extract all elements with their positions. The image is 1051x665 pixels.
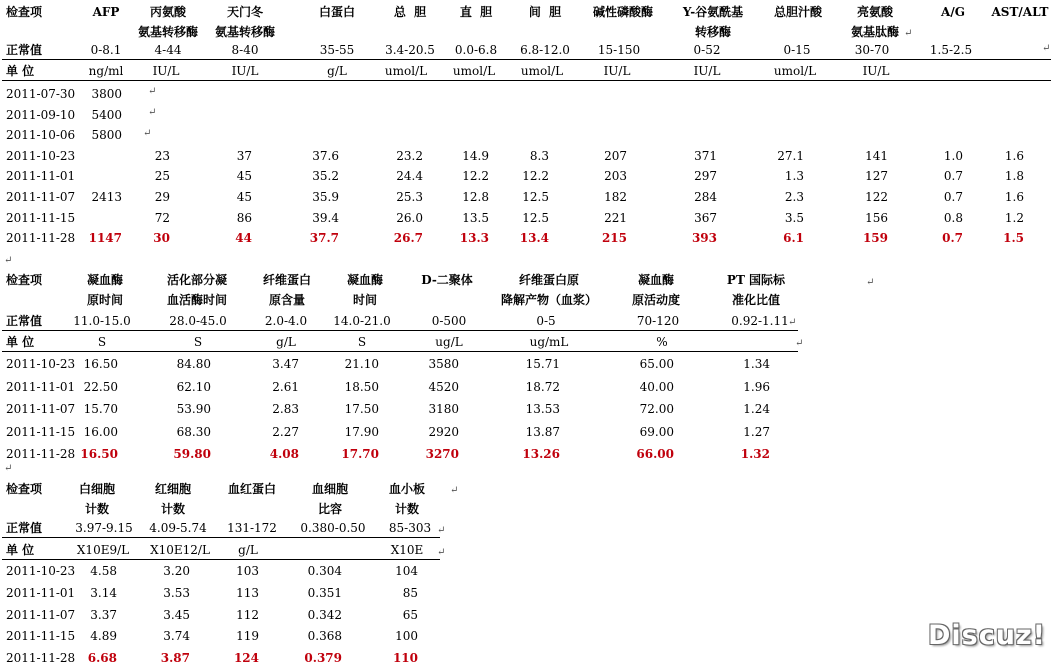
paragraph-mark-icon: ↵ xyxy=(866,277,875,288)
table2-row-0-cell-0: 2011-10-23 xyxy=(6,357,76,371)
paragraph-mark-icon: ↵ xyxy=(437,525,446,536)
table3-header-2: 红细胞 计数 xyxy=(154,482,191,516)
table1-unit-5: umol/L xyxy=(384,64,428,78)
table1-row-7-cell-0: 2011-11-28 xyxy=(6,231,76,246)
table3-row-2-cell-0: 2011-11-07 xyxy=(6,607,76,622)
table2-row-0-cell-2: 84.80 xyxy=(176,357,211,371)
table2-row-4-cell-7: 66.00 xyxy=(636,447,674,461)
table2-header-3: 纤维蛋白 原含量 xyxy=(262,273,311,307)
table1-unit-9: IU/L xyxy=(693,64,721,78)
table1-row-7-cell-11: 159 xyxy=(862,231,888,246)
table3-row-4-cell-5: 110 xyxy=(392,651,418,665)
table1-row-1-cell-0: 2011-09-10 xyxy=(6,107,76,122)
table1-row-5-cell-1: 2413 xyxy=(91,190,122,204)
table1-row-6-cell-2: 72 xyxy=(154,210,170,225)
table1-row-6-cell-9: 367 xyxy=(694,210,717,225)
table1-row-6-cell-12: 0.8 xyxy=(943,210,963,225)
table3-row-1-cell-1: 3.14 xyxy=(90,585,117,600)
table1-header-11: 亮氨酸 氨基肽酶 xyxy=(850,5,899,39)
table3-header-0: 检查项 xyxy=(6,482,43,496)
table1-rule-unit xyxy=(2,80,1051,81)
paragraph-mark-icon: ↵ xyxy=(148,86,157,97)
table2-row-1-cell-5: 4520 xyxy=(428,379,459,394)
table1-row-5-cell-8: 182 xyxy=(604,190,627,204)
table3-row-2-cell-1: 3.37 xyxy=(90,607,117,622)
table1-row-3-cell-3: 37 xyxy=(236,148,252,163)
table1-row-5-cell-4: 35.9 xyxy=(312,190,339,204)
table2-row-3-cell-5: 2920 xyxy=(428,424,459,439)
table1-row-5-cell-11: 122 xyxy=(865,190,888,204)
table2-normal-1: 11.0-15.0 xyxy=(73,314,131,328)
table3-unit-2: X10E12/L xyxy=(150,543,210,557)
table1-row-5-cell-3: 45 xyxy=(236,190,252,204)
table2-row-3-cell-8: 1.27 xyxy=(743,424,770,439)
table2-row-3-cell-7: 69.00 xyxy=(639,424,674,439)
table2-row-4-cell-4: 17.70 xyxy=(341,447,379,461)
table1-normal-11: 30-70 xyxy=(854,43,890,57)
table2-row-2-cell-3: 2.83 xyxy=(272,402,299,416)
table2-row-2-cell-5: 3180 xyxy=(428,402,459,416)
table1-normal-3: 8-40 xyxy=(231,43,259,57)
table1-unit-1: ng/ml xyxy=(88,64,124,78)
table2-row-4-cell-2: 59.80 xyxy=(173,447,211,461)
paragraph-mark-icon: ↵ xyxy=(795,338,804,349)
table1-header-0: 检查项 xyxy=(6,5,43,19)
table1-row-6-cell-8: 221 xyxy=(604,210,627,225)
table2-row-3-cell-0: 2011-11-15 xyxy=(6,424,76,439)
table3-row-3-cell-1: 4.89 xyxy=(90,629,117,644)
table2-row-0-cell-1: 16.50 xyxy=(83,357,118,371)
table1-unit-0: 单 位 xyxy=(6,64,35,78)
table1-row-3-cell-12: 1.0 xyxy=(943,148,963,163)
table1-row-6-cell-13: 1.2 xyxy=(1004,210,1024,225)
table1-row-7-cell-9: 393 xyxy=(691,231,717,246)
table2-row-3-cell-4: 17.90 xyxy=(344,424,379,439)
table2-normal-3: 2.0-4.0 xyxy=(264,314,308,328)
table3-row-2-cell-5: 65 xyxy=(402,607,418,622)
table2-unit-1: S xyxy=(97,335,107,349)
table1-unit-11: IU/L xyxy=(862,64,890,78)
table2-header-0: 检查项 xyxy=(6,273,43,287)
table2-rule-unit xyxy=(2,351,798,352)
table2-row-1-cell-8: 1.96 xyxy=(743,379,770,394)
table1-row-3-cell-11: 141 xyxy=(865,148,888,163)
table1-row-4-cell-2: 25 xyxy=(154,169,170,184)
table3-normal-0: 正常值 xyxy=(6,521,43,535)
table1-normal-10: 0-15 xyxy=(783,43,811,57)
table1-row-3-cell-10: 27.1 xyxy=(777,148,804,163)
table3-row-0-cell-1: 4.58 xyxy=(90,564,117,578)
table2-row-3-cell-6: 13.87 xyxy=(525,424,560,439)
table1-unit-7: umol/L xyxy=(520,64,564,78)
table3-row-0-cell-2: 3.20 xyxy=(163,564,190,578)
table3-unit-0: 单 位 xyxy=(6,543,35,557)
table2-row-3-cell-2: 68.30 xyxy=(176,424,211,439)
paragraph-mark-icon: ↵ xyxy=(1042,43,1051,54)
table3-unit-5: X10E xyxy=(390,543,424,557)
table2-row-1-cell-6: 18.72 xyxy=(525,379,560,394)
table1-row-3-cell-4: 37.6 xyxy=(312,148,339,163)
paragraph-mark-icon: ↵ xyxy=(4,255,13,266)
table2-header-1: 凝血酶 原时间 xyxy=(86,273,123,307)
table2-row-0-cell-4: 21.10 xyxy=(344,357,379,371)
table1-row-7-cell-13: 1.5 xyxy=(1003,231,1024,246)
table3-header-4: 血细胞 比容 xyxy=(311,482,348,516)
table1-row-4-cell-12: 0.7 xyxy=(943,169,963,184)
table1-row-5-cell-0: 2011-11-07 xyxy=(6,190,76,204)
table1-row-5-cell-7: 12.5 xyxy=(522,190,549,204)
table2-row-0-cell-5: 3580 xyxy=(428,357,459,371)
table1-row-6-cell-4: 39.4 xyxy=(312,210,339,225)
table1-header-2: 丙氨酸 氨基转移酶 xyxy=(137,5,198,39)
table3-header-3: 血红蛋白 xyxy=(227,482,276,496)
table1-row-5-cell-13: 1.6 xyxy=(1004,190,1024,204)
table2-row-2-cell-2: 53.90 xyxy=(176,402,211,416)
table2-unit-2: S xyxy=(193,335,203,349)
table2-row-1-cell-3: 2.61 xyxy=(272,379,299,394)
table1-row-3-cell-7: 8.3 xyxy=(529,148,549,163)
table1-unit-2: IU/L xyxy=(152,64,180,78)
table3-row-4-cell-3: 124 xyxy=(233,651,259,665)
table2-row-2-cell-7: 72.00 xyxy=(639,402,674,416)
table1-normal-2: 4-44 xyxy=(154,43,182,57)
table1-row-7-cell-3: 44 xyxy=(235,231,252,246)
table2-row-4-cell-5: 3270 xyxy=(425,447,459,461)
table3-row-3-cell-4: 0.368 xyxy=(307,629,342,644)
table3-row-3-cell-0: 2011-11-15 xyxy=(6,629,76,644)
table3-row-0-cell-3: 103 xyxy=(236,564,259,578)
table1-normal-8: 15-150 xyxy=(597,43,641,57)
table2-row-4-cell-3: 4.08 xyxy=(269,447,299,461)
table2-header-5: D-二聚体 xyxy=(421,273,473,287)
table3-row-1-cell-2: 3.53 xyxy=(163,585,190,600)
table2-unit-7: % xyxy=(656,335,668,349)
table3-row-4-cell-2: 3.87 xyxy=(160,651,190,665)
table1-header-9: Y-谷氨酰基 转移酶 xyxy=(682,5,744,39)
table3-row-0-cell-4: 0.304 xyxy=(307,564,342,578)
table1-row-4-cell-13: 1.8 xyxy=(1004,169,1024,184)
table1-row-3-cell-2: 23 xyxy=(154,148,170,163)
table3-header-5: 血小板 计数 xyxy=(388,482,425,516)
table1-row-7-cell-5: 26.7 xyxy=(393,231,423,246)
table3-rule-normal xyxy=(2,537,440,538)
table1-row-2-cell-0: 2011-10-06 xyxy=(6,128,76,143)
table1-header-8: 碱性磷酸酶 xyxy=(592,5,653,19)
table3-row-1-cell-3: 113 xyxy=(236,585,259,600)
table1-row-0-cell-0: 2011-07-30 xyxy=(6,87,76,101)
table2-normal-8: 0.92-1.11 xyxy=(731,314,789,328)
table1-row-4-cell-10: 1.3 xyxy=(784,169,804,184)
table2-row-2-cell-1: 15.70 xyxy=(83,402,118,416)
table2-header-2: 活化部分凝 血活酶时间 xyxy=(166,273,227,307)
table1-row-7-cell-1: 1147 xyxy=(88,231,122,246)
table1-header-5: 总 胆 xyxy=(393,5,427,19)
table1-row-5-cell-5: 25.3 xyxy=(396,190,423,204)
table1-row-1-cell-1: 5400 xyxy=(91,107,122,122)
table2-normal-6: 0-5 xyxy=(536,314,556,328)
table1-unit-6: umol/L xyxy=(452,64,496,78)
table1-header-1: AFP xyxy=(92,5,120,19)
paragraph-mark-icon: ↵ xyxy=(788,317,797,328)
table2-normal-5: 0-500 xyxy=(431,314,467,328)
table2-row-1-cell-4: 18.50 xyxy=(344,379,379,394)
table1-unit-8: IU/L xyxy=(603,64,631,78)
table1-row-3-cell-8: 207 xyxy=(604,148,627,163)
table1-row-7-cell-12: 0.7 xyxy=(942,231,963,246)
table2-normal-2: 28.0-45.0 xyxy=(169,314,227,328)
table3-row-2-cell-3: 112 xyxy=(236,607,259,622)
table2-header-7: 凝血酶 原活动度 xyxy=(631,273,680,307)
table3-normal-3: 131-172 xyxy=(227,521,277,535)
table2-row-3-cell-3: 2.27 xyxy=(272,424,299,439)
table1-row-6-cell-3: 86 xyxy=(236,210,252,225)
table1-normal-7: 6.8-12.0 xyxy=(520,43,570,57)
table1-row-4-cell-3: 45 xyxy=(236,169,252,184)
table1-normal-5: 3.4-20.5 xyxy=(385,43,435,57)
table1-header-12: A/G xyxy=(941,5,965,19)
table1-row-6-cell-0: 2011-11-15 xyxy=(6,210,76,225)
table1-row-7-cell-10: 6.1 xyxy=(783,231,804,246)
table3-row-0-cell-0: 2011-10-23 xyxy=(6,564,76,578)
paragraph-mark-icon: ↵ xyxy=(904,28,913,39)
table2-row-1-cell-1: 22.50 xyxy=(83,379,118,394)
table1-row-6-cell-10: 3.5 xyxy=(784,210,804,225)
table1-header-10: 总胆汁酸 xyxy=(773,5,822,19)
table1-normal-9: 0-52 xyxy=(693,43,721,57)
table3-normal-5: 85-303 xyxy=(388,521,432,535)
table1-row-4-cell-5: 24.4 xyxy=(396,169,423,184)
table2-row-0-cell-7: 65.00 xyxy=(639,357,674,371)
table1-header-3: 天门冬 氨基转移酶 xyxy=(214,5,275,39)
table2-row-1-cell-2: 62.10 xyxy=(176,379,211,394)
table3-unit-3: g/L xyxy=(238,543,258,557)
table1-row-4-cell-7: 12.2 xyxy=(522,169,549,184)
table1-row-7-cell-7: 13.4 xyxy=(519,231,549,246)
table1-row-3-cell-13: 1.6 xyxy=(1004,148,1024,163)
table2-rule-normal xyxy=(2,330,798,331)
table2-normal-7: 70-120 xyxy=(636,314,680,328)
paragraph-mark-icon: ↵ xyxy=(148,107,157,118)
table1-row-3-cell-0: 2011-10-23 xyxy=(6,148,76,163)
table2-row-1-cell-0: 2011-11-01 xyxy=(6,379,76,394)
table1-row-4-cell-11: 127 xyxy=(865,169,888,184)
table1-normal-1: 0-8.1 xyxy=(90,43,122,57)
table1-row-3-cell-5: 23.2 xyxy=(396,148,423,163)
table3-row-3-cell-2: 3.74 xyxy=(163,629,190,644)
table2-row-0-cell-8: 1.34 xyxy=(743,357,770,371)
table1-normal-4: 35-55 xyxy=(319,43,355,57)
table2-unit-4: S xyxy=(357,335,367,349)
paragraph-mark-icon: ↵ xyxy=(143,128,152,139)
table3-header-1: 白细胞 计数 xyxy=(78,482,115,516)
table1-header-13: AST/ALT xyxy=(991,5,1049,19)
table3-normal-1: 3.97-9.15 xyxy=(75,521,133,535)
table3-row-1-cell-4: 0.351 xyxy=(307,585,342,600)
table2-row-0-cell-6: 15.71 xyxy=(525,357,560,371)
table1-row-7-cell-4: 37.7 xyxy=(309,231,339,246)
table3-rule-unit xyxy=(2,559,440,560)
table3-row-4-cell-1: 6.68 xyxy=(87,651,117,665)
table1-unit-3: IU/L xyxy=(231,64,259,78)
table2-normal-4: 14.0-21.0 xyxy=(333,314,391,328)
table2-row-0-cell-3: 3.47 xyxy=(272,357,299,371)
table1-header-7: 间 胆 xyxy=(528,5,562,19)
table2-row-1-cell-7: 40.00 xyxy=(639,379,674,394)
table1-row-4-cell-0: 2011-11-01 xyxy=(6,169,76,184)
table1-normal-0: 正常值 xyxy=(6,43,43,57)
table3-row-1-cell-0: 2011-11-01 xyxy=(6,585,76,600)
table2-row-2-cell-6: 13.53 xyxy=(525,402,560,416)
table1-row-5-cell-9: 284 xyxy=(694,190,717,204)
table2-unit-0: 单 位 xyxy=(6,335,35,349)
table1-row-6-cell-7: 12.5 xyxy=(522,210,549,225)
table1-unit-10: umol/L xyxy=(773,64,817,78)
table2-normal-0: 正常值 xyxy=(6,314,43,328)
table1-row-2-cell-1: 5800 xyxy=(91,128,122,143)
table2-row-4-cell-8: 1.32 xyxy=(740,447,770,461)
paragraph-mark-icon: ↵ xyxy=(450,485,459,496)
table2-header-4: 凝血酶 时间 xyxy=(346,273,383,307)
table1-row-4-cell-4: 35.2 xyxy=(312,169,339,184)
table2-row-3-cell-1: 16.00 xyxy=(83,424,118,439)
table2-header-8: PT 国际标 准化比值 xyxy=(726,273,786,307)
table3-normal-4: 0.380-0.50 xyxy=(300,521,366,535)
table3-unit-1: X10E9/L xyxy=(76,543,130,557)
table2-unit-5: ug/L xyxy=(435,335,463,349)
table1-row-7-cell-6: 13.3 xyxy=(459,231,489,246)
table1-row-4-cell-6: 12.2 xyxy=(462,169,489,184)
table1-row-5-cell-6: 12.8 xyxy=(462,190,489,204)
table1-normal-6: 0.0-6.8 xyxy=(454,43,498,57)
table3-row-4-cell-4: 0.379 xyxy=(304,651,342,665)
table2-header-6: 纤维蛋白原 降解产物（血浆） xyxy=(500,273,597,307)
table2-row-4-cell-1: 16.50 xyxy=(80,447,118,461)
paragraph-mark-icon: ↵ xyxy=(437,547,446,558)
discuz-watermark: Discuz! xyxy=(928,620,1046,651)
table3-row-2-cell-4: 0.342 xyxy=(307,607,342,622)
table1-header-4: 白蛋白 xyxy=(318,5,355,19)
paragraph-mark-icon: ↵ xyxy=(4,463,13,474)
table3-row-0-cell-5: 104 xyxy=(395,564,418,578)
table2-row-4-cell-0: 2011-11-28 xyxy=(6,447,76,461)
table1-row-5-cell-12: 0.7 xyxy=(943,190,963,204)
table2-row-2-cell-4: 17.50 xyxy=(344,402,379,416)
table2-row-2-cell-8: 1.24 xyxy=(743,402,770,416)
table2-unit-6: ug/mL xyxy=(529,335,569,349)
table1-row-0-cell-1: 3800 xyxy=(91,87,122,101)
table3-row-4-cell-0: 2011-11-28 xyxy=(6,651,76,665)
table1-normal-12: 1.5-2.5 xyxy=(929,43,973,57)
table1-row-6-cell-11: 156 xyxy=(865,210,888,225)
table3-row-3-cell-5: 100 xyxy=(395,629,418,644)
table1-row-4-cell-8: 203 xyxy=(604,169,627,184)
table1-row-7-cell-8: 215 xyxy=(601,231,627,246)
table3-row-1-cell-5: 85 xyxy=(402,585,418,600)
table2-row-4-cell-6: 13.26 xyxy=(522,447,560,461)
table1-row-6-cell-5: 26.0 xyxy=(396,210,423,225)
table1-rule-normal xyxy=(2,59,1051,60)
table3-row-2-cell-2: 3.45 xyxy=(163,607,190,622)
table1-row-7-cell-2: 30 xyxy=(153,231,170,246)
table1-row-5-cell-10: 2.3 xyxy=(784,190,804,204)
table3-normal-2: 4.09-5.74 xyxy=(149,521,207,535)
table1-row-3-cell-6: 14.9 xyxy=(462,148,489,163)
table2-row-2-cell-0: 2011-11-07 xyxy=(6,402,76,416)
table1-unit-4: g/L xyxy=(327,64,347,78)
table1-header-6: 直 胆 xyxy=(459,5,493,19)
table1-row-4-cell-9: 297 xyxy=(694,169,717,184)
table1-row-3-cell-9: 371 xyxy=(694,148,717,163)
table2-unit-3: g/L xyxy=(276,335,296,349)
table1-row-5-cell-2: 29 xyxy=(154,190,170,204)
table1-row-6-cell-6: 13.5 xyxy=(462,210,489,225)
table3-row-3-cell-3: 119 xyxy=(236,629,259,644)
